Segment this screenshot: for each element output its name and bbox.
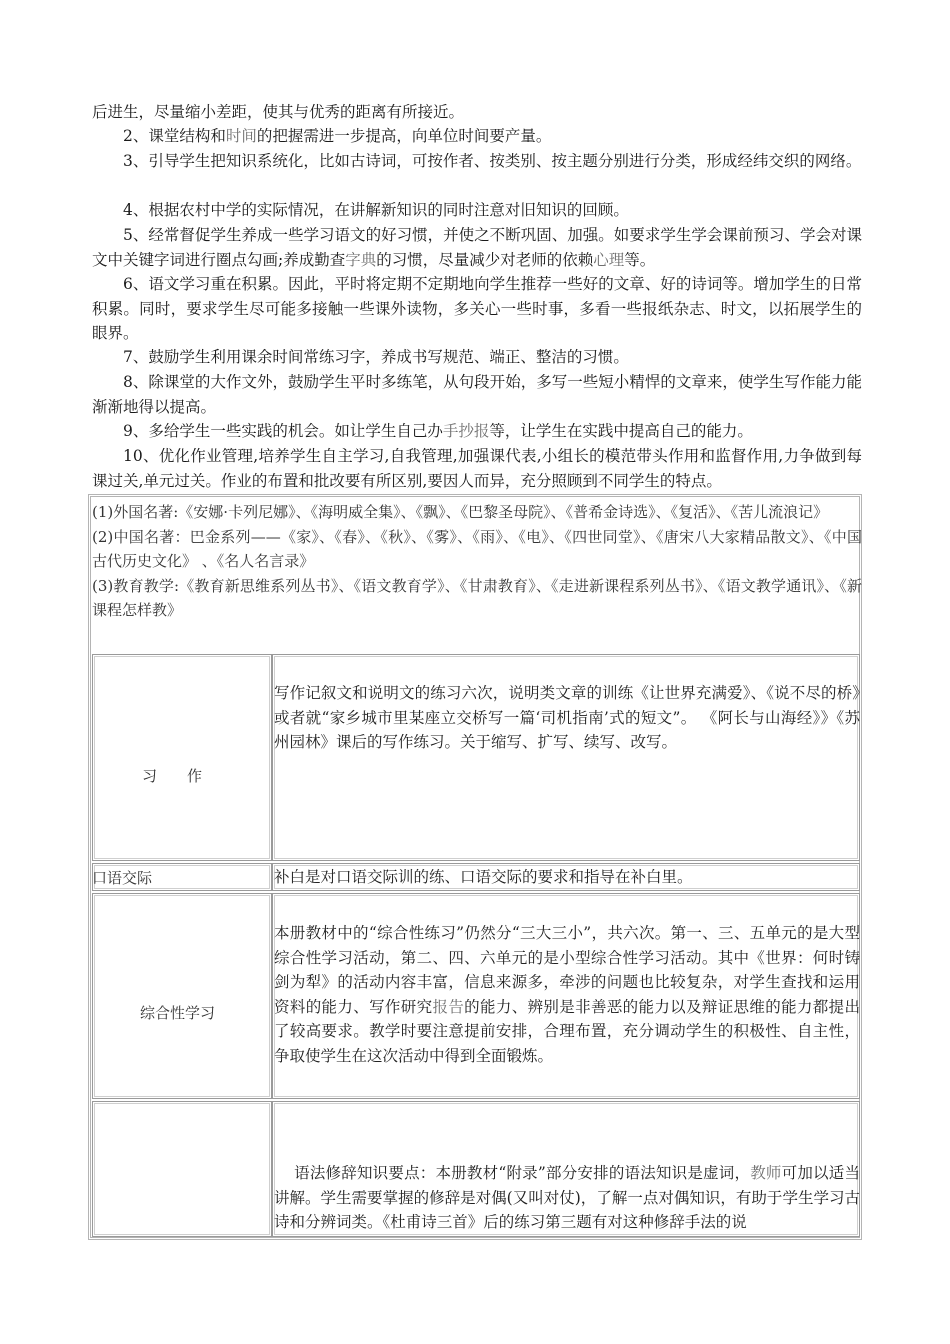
link-teacher[interactable]: 教师 [750, 1164, 782, 1182]
text: 4、根据农村中学的实际情况，在讲解新知识的同时注意对旧知识的回顾。 [123, 201, 629, 219]
text: 5、经常督促学生养成一些学习语文的好习惯，并使之不断巩固、加强。如要求学生学会课前预习、学会对课文中关键字词进行圈点勾画;养成勤查 [92, 226, 862, 269]
paragraph-item-6 [92, 272, 862, 346]
text: 8、除课堂的大作文外，鼓励学生平时多练笔，从句段开始，多写一些短小精悍的文章来，使学生写作能力能渐渐地得以提高。 [92, 373, 862, 416]
text: 本册教材中的“综合性练习”仍然分“三大三小”，共六次。第一、三、五单元的是大型综合性学习活动，第二、四、六单元的是小型综合性学习活动。其中《世界：何时铸剑为犁》的活动内容丰富，信息来源多，牵涉的问题也比较复杂，对学生查找和运用资料的能力、写作研究 [274, 924, 860, 1016]
text: 的把握需进一步提高，向单位时间要产量。 [256, 127, 552, 145]
text: 的习惯，尽量减少对老师的依赖 [376, 250, 594, 269]
paragraph-item-4 [92, 198, 862, 223]
paragraph-item-10 [92, 444, 862, 493]
label-cell-writing [92, 654, 272, 861]
link-psychology[interactable]: 心理 [593, 250, 625, 269]
label-cell-comprehensive [92, 893, 272, 1099]
text: 等。 [624, 250, 656, 269]
paragraph-continuation [92, 100, 862, 125]
link-time[interactable]: 时间 [225, 127, 257, 145]
text: 10、优化作业管理,培养学生自主学习,自我管理,加强课代表,小组长的模范带头作用和监督作用,力争做到每课过关,单元过关。作业的布置和批改要有所区别,要因人而异，充分照顾到不同学生的特点。 [92, 447, 862, 490]
paragraph-item-8 [92, 370, 862, 419]
row-label-oral: 口语交际 [92, 869, 153, 887]
text: 等，让学生在实践中提高自己的能力。 [489, 422, 753, 440]
text: 的能力、辨别是非善恶的能力以及辩证思维的能力都提出了较高要求。教学时要注意提前安排，合理布置，充分调动学生的积极性、自主性，争取使学生在这次活动中得到全面锻炼。 [274, 997, 860, 1065]
paragraph-item-7 [92, 345, 862, 370]
book-list-education: (3)教育教学:《教育新思维系列丛书》、《语文教育学》、《甘肃教育》、《走进新课程系列丛书》、《语文教学通讯》、《新课程怎样教》 [92, 576, 862, 619]
link-dictionary[interactable]: 字典 [345, 250, 377, 269]
text: 语法修辞知识要点：本册教材“附录”部分安排的语法知识是虚词， [294, 1164, 751, 1182]
book-list-chinese: (2)中国名著：巴金系列——《家》、《春》、《秋》、《雾》、《雨》、《电》、《四世同堂》、《唐宋八大家精品散文》、《中国古代历史文化》 、《名人名言录》 [92, 527, 862, 570]
link-handwritten-newspaper[interactable]: 手抄报 [442, 422, 490, 440]
text: 9、多给学生一些实践的机会。如让学生自己办 [123, 422, 443, 440]
label-cell-grammar [92, 1101, 272, 1237]
text: 3、引导学生把知识系统化，比如古诗词，可按作者、按类别、按主题分别进行分类，形成经纬交织的网络。 [123, 152, 862, 170]
paragraph-item-2 [92, 124, 862, 149]
row-text-writing: 写作记叙文和说明文的练习六次，说明类文章的训练《让世界充满爱》、《说不尽的桥》或者就“家乡城市里某座立交桥写一篇‘司机指南’式的短文”。 《阿长与山海经》》《苏州园林》课后的写作练习。关于缩写、扩写、续写、改写。 [274, 684, 860, 751]
text: 2、课堂结构和 [123, 127, 226, 145]
book-list [92, 500, 862, 623]
text: 后进生，尽量缩小差距，使其与优秀的距离有所接近。 [92, 103, 465, 121]
row-label-comprehensive: 综合性学习 [140, 1004, 216, 1022]
row-label-writing: 习 作 [142, 767, 203, 785]
paragraph-item-3 [92, 149, 862, 174]
paragraph-item-9 [92, 419, 862, 444]
row-text-grammar [274, 1161, 860, 1235]
row-text-comprehensive [274, 921, 860, 1068]
book-list-foreign: (1)外国名著:《安娜·卡列尼娜》、《海明威全集》、《飘》、《巴黎圣母院》、《普希金诗选》、《复活》、《苦儿流浪记》 [92, 503, 829, 521]
paragraph-item-5 [92, 223, 862, 272]
link-report[interactable]: 报告 [432, 997, 465, 1016]
text: 6、语文学习重在积累。因此，平时将定期不定期地向学生推荐一些好的文章、好的诗词等。增加学生的日常积累。同时，要求学生尽可能多接触一些课外读物，多关心一些时事，多看一些报纸杂志、时文，以拓展学生的眼界。 [92, 275, 862, 342]
row-text-oral: 补白是对口语交际训的练、口语交际的要求和指导在补白里。 [274, 868, 693, 886]
text: 7、鼓励学生利用课余时间常练习字，养成书写规范、端正、整洁的习惯。 [123, 348, 629, 366]
text: 可加以适当讲解。学生需要掌握的修辞是对偶(又叫对仗)，了解一点对偶知识，有助于学生学习古诗和分辨词类。《杜甫诗三首》后的练习第三题有对这种修辞手法的说 [274, 1164, 860, 1231]
